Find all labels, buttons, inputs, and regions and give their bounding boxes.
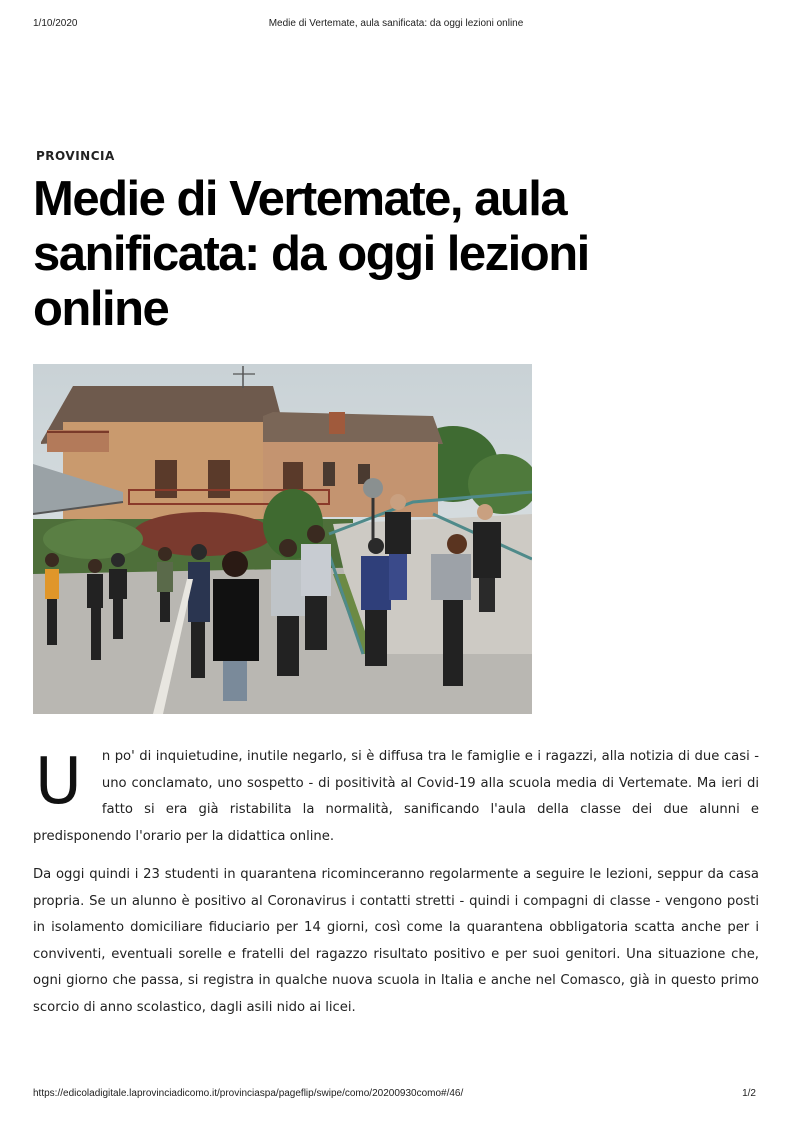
print-title: Medie di Vertemate, aula sanificata: da oggi lezioni online — [268, 18, 524, 29]
article-paragraph-1 — [33, 744, 759, 850]
article-headline: Medie di Vertemate, aula sanificata: da oggi lezioni online — [33, 172, 589, 336]
print-page-number: 1/2 — [742, 1088, 756, 1099]
drop-cap: U — [35, 745, 82, 819]
article-paragraph-2: Da oggi quindi i 23 studenti in quarantena ricominceranno regolarmente a seguire le lezioni, seppur da casa propria. Se un alunno è positivo al Coronavirus i contatti stretti - quindi i compagni di classe - vengono posti in isolamento domiciliare fiduciario per 14 giorni, così come la quarantena obbligatoria scatta anche per i conviventi, eventuali sorelle e fratelli del ragazzo risultato positivo e per suoi genitori. Una situazione che, ogni giorno che passa, si registra in qualche nuova scuola in Italia e anche nel Comasco, già in questo primo scorcio di anno scolastico, dagli asili nido ai licei. — [33, 867, 759, 1015]
print-url[interactable]: https://edicoladigitale.laprovinciadicomo.it/provinciaspa/pageflip/swipe/como/20200930como#/46/ — [33, 1088, 464, 1099]
article-photo — [33, 364, 532, 714]
paragraph-1-text: n po' di inquietudine, inutile negarlo, si è diffusa tra le famiglie e i ragazzi, alla notizia di due casi - uno conclamato, uno sospetto - di positività al Covid-19 alla scuola media di Vertemate. Ma ieri di fatto si era già ristabilita la normalità, sanificando l'aula della classe dei due alunni e predisponendo l'orario per la didattica online. — [33, 749, 759, 844]
section-label[interactable]: PROVINCIA — [36, 149, 115, 163]
article-body — [33, 744, 759, 1033]
print-date: 1/10/2020 — [33, 18, 78, 29]
